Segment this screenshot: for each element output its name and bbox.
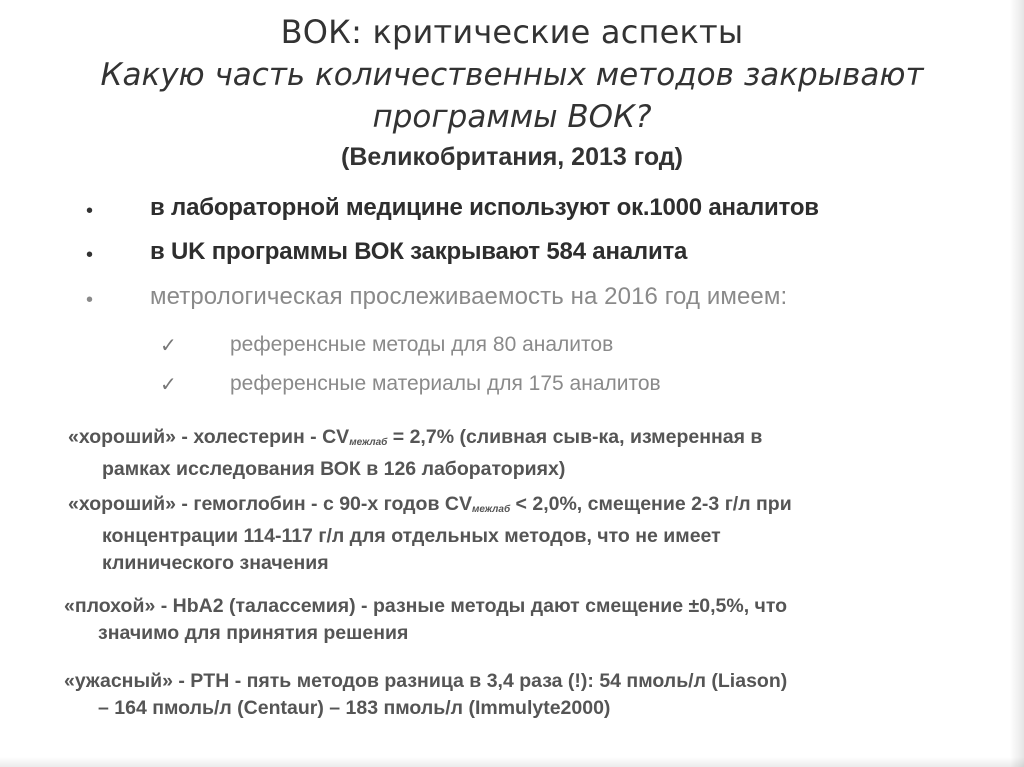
example-text-cont: значимо для принятия решения: [98, 622, 409, 644]
bullet-text: метрологическая прослеживаемость на 2016 год имеем:: [150, 283, 788, 310]
example-awful-pth: [64, 668, 787, 722]
bullet-marker: •: [86, 200, 94, 222]
bullet-marker: •: [86, 289, 94, 311]
example-good-hemoglobin: [68, 491, 792, 577]
cv-subscript: межлаб: [471, 504, 511, 515]
sub-item-text: референсные материалы для 175 аналитов: [230, 372, 661, 395]
title-block: [0, 10, 1024, 174]
slide-subtitle: (Великобритания, 2013 год): [341, 143, 683, 171]
cv-subscript: межлаб: [349, 437, 388, 448]
example-text: «хороший» - холестерин - CV: [68, 426, 350, 448]
example-text: «ужасный» - PTH - пять методов разница в 3,4 раза (!): 54 пмоль/л (Liason): [64, 670, 788, 692]
example-text: < 2,0%, смещение 2-3 г/л при: [510, 493, 792, 515]
bullet-item: [0, 283, 1024, 323]
sub-item: [0, 333, 1024, 369]
bullet-marker: •: [86, 244, 94, 266]
example-text-cont: рамках исследования ВОК в 126 лабораториях): [102, 458, 566, 480]
slide-shadow-right: [1010, 0, 1024, 767]
bullet-text: в UK программы ВОК закрывают 584 аналита: [150, 238, 688, 265]
example-text: «плохой» - HbA2 (талассемия) - разные методы дают смещение ±0,5%, что: [64, 595, 788, 617]
bullet-item: [0, 194, 1024, 234]
example-text: «хороший» - гемоглобин - с 90-х годов CV: [68, 493, 472, 515]
sub-item-text: референсные методы для 80 аналитов: [230, 333, 614, 356]
bullet-text: в лабораторной медицине используют ок.1000 аналитов: [150, 194, 819, 221]
example-text-cont: концентрации 114-117 г/л для отдельных методов, что не имеет: [102, 525, 721, 547]
example-text-cont: – 164 пмоль/л (Centaur) – 183 пмоль/л (Immulyte2000): [98, 697, 611, 719]
example-good-cholesterol: [68, 424, 762, 483]
slide-question-line1: Какую часть количественных методов закрывают: [100, 57, 924, 93]
example-text: = 2,7% (сливная сыв-ка, измеренная в: [387, 426, 763, 448]
example-text-cont: клинического значения: [102, 552, 329, 574]
example-bad-hba2: [64, 593, 787, 647]
slide-title: ВОК: критические аспекты: [280, 13, 744, 51]
check-icon: ✓: [160, 374, 177, 396]
check-icon: ✓: [160, 335, 177, 357]
slide-shadow-bottom: [0, 757, 1024, 767]
sub-item: [0, 372, 1024, 408]
slide-question-line2: программы ВОК?: [372, 99, 652, 135]
bullet-item: [0, 238, 1024, 278]
